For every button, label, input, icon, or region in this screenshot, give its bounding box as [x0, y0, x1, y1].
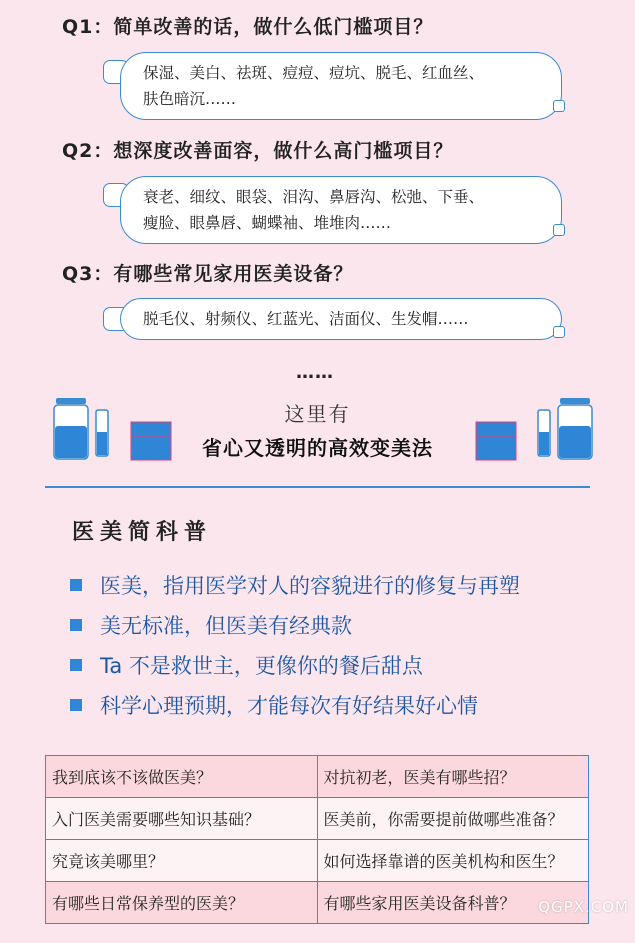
answer-2-line-2: 瘦脸、眼鼻唇、蝴蝶袖、堆堆肉…… — [143, 214, 392, 232]
answer-bubble-2 — [120, 176, 562, 244]
promo-line-1: 这里有 — [284, 402, 351, 426]
square-bullet-icon — [70, 659, 82, 671]
answer-bubble-1 — [120, 52, 562, 120]
table-row — [46, 840, 589, 882]
question-3: Q3：有哪些常见家用医美设备？ — [62, 263, 354, 285]
topic-cell: 我到底该不该做医美？ — [46, 756, 318, 798]
promo-line-2: 省心又透明的高效变美法 — [202, 436, 433, 460]
list-item — [70, 685, 520, 725]
section-divider — [45, 486, 590, 488]
answer-3-line-1: 脱毛仪、射频仪、红蓝光、洁面仪、生发帽…… — [143, 310, 469, 328]
list-item-text: 医美，指用医学对人的容貌进行的修复与再塑 — [100, 574, 520, 598]
table-row — [46, 798, 589, 840]
bullet-list — [70, 565, 520, 725]
answer-2-line-1: 衰老、细纹、眼袋、泪沟、鼻唇沟、松弛、下垂、 — [143, 188, 485, 206]
section-title: 医美简科普 — [72, 519, 213, 545]
topic-cell: 究竟该美哪里？ — [46, 840, 318, 882]
topic-cell: 入门医美需要哪些知识基础？ — [46, 798, 318, 840]
bubble-corner-1 — [553, 100, 565, 112]
list-item — [70, 565, 520, 605]
list-item — [70, 645, 520, 685]
topic-cell: 医美前，你需要提前做哪些准备？ — [317, 798, 589, 840]
topic-cell: 对抗初老，医美有哪些招？ — [317, 756, 589, 798]
square-bullet-icon — [70, 619, 82, 631]
table-row — [46, 882, 589, 924]
topic-cell: 如何选择靠谱的医美机构和医生？ — [317, 840, 589, 882]
question-2: Q2：想深度改善面容，做什么高门槛项目？ — [62, 140, 454, 162]
topic-cell: 有哪些家用医美设备科普？ — [317, 882, 589, 924]
list-item — [70, 605, 520, 645]
ellipsis: …… — [296, 362, 334, 383]
answer-1-line-1: 保湿、美白、祛斑、痘痘、痘坑、脱毛、红血丝、 — [143, 64, 485, 82]
table-row — [46, 756, 589, 798]
topics-table — [45, 755, 589, 924]
square-bullet-icon — [70, 579, 82, 591]
question-1: Q1：简单改善的话，做什么低门槛项目？ — [62, 16, 434, 38]
square-bullet-icon — [70, 699, 82, 711]
list-item-text: 科学心理预期，才能每次有好结果好心情 — [100, 694, 478, 718]
topic-cell: 有哪些日常保养型的医美？ — [46, 882, 318, 924]
answer-bubble-3 — [120, 298, 562, 340]
bubble-corner-2 — [553, 224, 565, 236]
list-item-text: Ta 不是救世主，更像你的餐后甜点 — [100, 654, 423, 678]
list-item-text: 美无标准，但医美有经典款 — [100, 614, 352, 638]
bubble-corner-3 — [553, 326, 565, 338]
answer-1-line-2: 肤色暗沉…… — [143, 90, 237, 108]
watermark: QGPX.COM — [538, 898, 629, 916]
